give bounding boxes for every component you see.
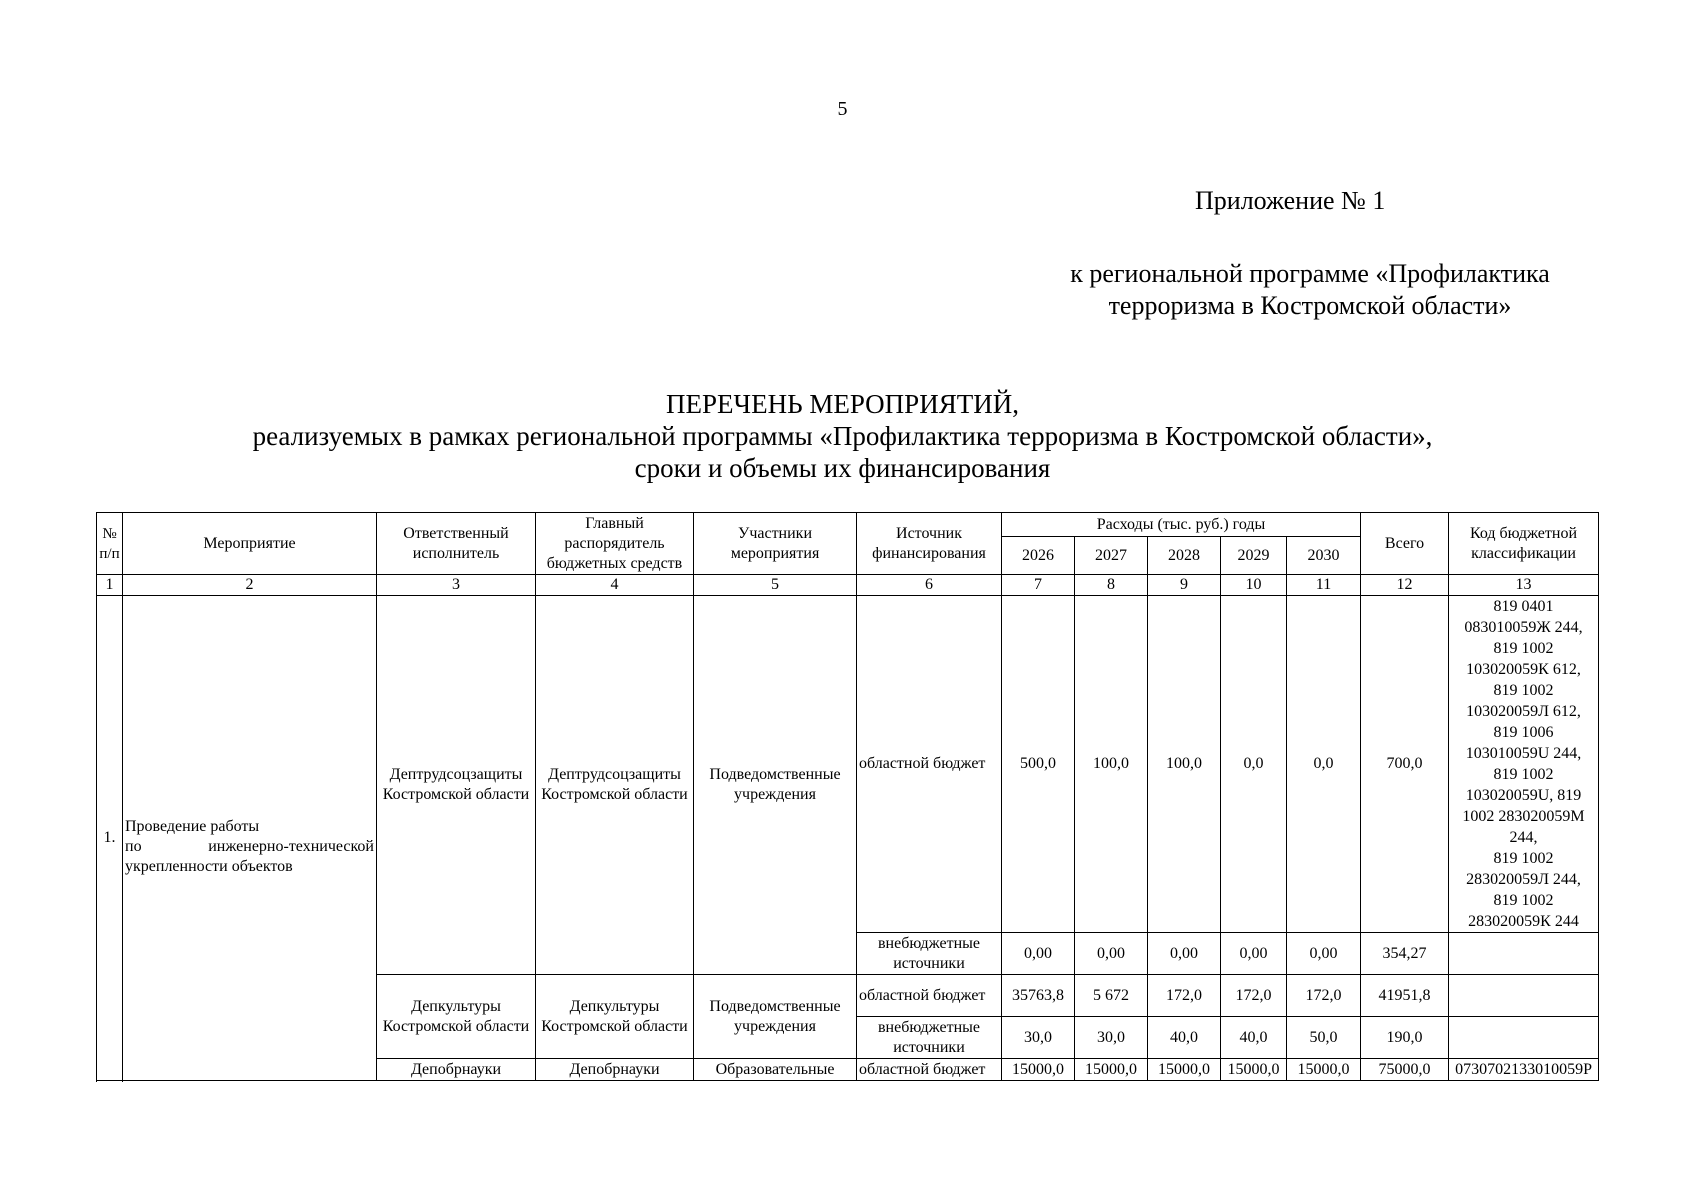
value-cell: 15000,0 — [1221, 1059, 1287, 1081]
value-cell: 0,00 — [1148, 933, 1221, 975]
total-cell: 354,27 — [1361, 933, 1449, 975]
executor-cell: Депкультуры Костромской области — [377, 975, 536, 1059]
kbk-line: 819 1002 — [1493, 766, 1554, 783]
event-name-line2-start: по — [125, 838, 142, 855]
measures-table — [96, 512, 1599, 1081]
column-number: 3 — [377, 575, 536, 596]
header-manager: Главный распорядитель бюджетных средств — [536, 513, 694, 575]
heading-line1: ПЕРЕЧЕНЬ МЕРОПРИЯТИЙ, — [666, 389, 1019, 419]
header-total: Всего — [1361, 513, 1449, 575]
column-number: 11 — [1287, 575, 1361, 596]
heading-line2: реализуемых в рамках региональной программы «Профилактика терроризма в Костромской области», — [252, 421, 1433, 451]
source-cell: внебюджетные источники — [857, 933, 1002, 975]
header-year: 2026 — [1002, 537, 1075, 575]
value-cell: 15000,0 — [1148, 1059, 1221, 1081]
header-expenses: Расходы (тыс. руб.) годы — [1002, 513, 1361, 537]
header-year: 2028 — [1148, 537, 1221, 575]
value-cell: 35763,8 — [1002, 975, 1075, 1017]
kbk-cell — [1449, 1017, 1599, 1059]
value-cell: 172,0 — [1287, 975, 1361, 1017]
value-cell: 40,0 — [1221, 1017, 1287, 1059]
kbk-line: 819 1002 — [1493, 640, 1554, 657]
executor-cell: Дептрудсоцзащиты Костромской области — [377, 596, 536, 975]
appendix-title: Приложение № 1 — [1195, 186, 1386, 215]
header-year: 2029 — [1221, 537, 1287, 575]
column-number: 5 — [694, 575, 857, 596]
header-participants: Участники мероприятия — [694, 513, 857, 575]
value-cell: 500,0 — [1002, 596, 1075, 933]
value-cell: 15000,0 — [1287, 1059, 1361, 1081]
source-cell: областной бюджет — [857, 596, 1002, 933]
event-name — [123, 596, 377, 1081]
kbk-line: 103020059U, 819 — [1465, 787, 1582, 804]
value-cell: 0,00 — [1287, 933, 1361, 975]
kbk-line: 819 1002 — [1493, 850, 1554, 867]
value-cell: 15000,0 — [1075, 1059, 1148, 1081]
manager-cell: Депкультуры Костромской области — [536, 975, 694, 1059]
column-numbers-row — [97, 575, 1599, 596]
total-cell: 190,0 — [1361, 1017, 1449, 1059]
column-number: 9 — [1148, 575, 1221, 596]
value-cell: 0,0 — [1221, 596, 1287, 933]
kbk-cell — [1449, 596, 1599, 933]
participants-cell: Образовательные — [694, 1059, 857, 1081]
value-cell: 0,00 — [1075, 933, 1148, 975]
source-cell: областной бюджет — [857, 975, 1002, 1017]
value-cell: 0,00 — [1002, 933, 1075, 975]
event-number: 1. — [97, 596, 123, 1081]
appendix-reference-line1: к региональной программе «Профилактика — [1070, 259, 1550, 288]
column-number: 1 — [97, 575, 123, 596]
source-cell: внебюджетные источники — [857, 1017, 1002, 1059]
kbk-line: 819 1002 — [1493, 892, 1554, 909]
table-header-row — [97, 513, 1599, 537]
column-number: 8 — [1075, 575, 1148, 596]
appendix-reference-line2: терроризма в Костромской области» — [1108, 291, 1512, 320]
kbk-line: 244, — [1509, 829, 1538, 846]
heading-line3: сроки и объемы их финансирования — [634, 453, 1051, 483]
value-cell: 100,0 — [1148, 596, 1221, 933]
kbk-cell — [1449, 933, 1599, 975]
column-number: 12 — [1361, 575, 1449, 596]
total-cell: 41951,8 — [1361, 975, 1449, 1017]
event-name-line1: Проведение работы — [125, 818, 260, 835]
value-cell: 5 672 — [1075, 975, 1148, 1017]
source-cell: областной бюджет — [857, 1059, 1002, 1081]
value-cell: 172,0 — [1148, 975, 1221, 1017]
appendix-reference — [1030, 258, 1590, 322]
kbk-cell: 0730702133010059Р — [1449, 1059, 1599, 1081]
kbk-line: 819 0401 — [1493, 598, 1554, 615]
total-cell: 75000,0 — [1361, 1059, 1449, 1081]
kbk-line: 819 1002 — [1493, 682, 1554, 699]
column-number: 6 — [857, 575, 1002, 596]
participants-cell: Подведомственные учреждения — [694, 596, 857, 975]
kbk-line: 103020059Л 612, — [1466, 703, 1581, 720]
document-heading — [0, 388, 1685, 484]
total-cell: 700,0 — [1361, 596, 1449, 933]
kbk-line: 083010059Ж 244, — [1464, 619, 1583, 636]
header-kbk: Код бюджетной классификации — [1449, 513, 1599, 575]
header-year: 2030 — [1287, 537, 1361, 575]
kbk-line: 103010059U 244, — [1465, 745, 1582, 762]
value-cell: 40,0 — [1148, 1017, 1221, 1059]
kbk-line: 283020059К 244 — [1468, 913, 1579, 930]
manager-cell: Дептрудсоцзащиты Костромской области — [536, 596, 694, 975]
header-source: Источник финансирования — [857, 513, 1002, 575]
event-name-line2-end: инженерно-технической — [208, 838, 374, 855]
page-number: 5 — [837, 98, 848, 120]
kbk-line: 1002 283020059М — [1462, 808, 1585, 825]
executor-cell: Депобрнауки — [377, 1059, 536, 1081]
column-number: 10 — [1221, 575, 1287, 596]
kbk-line: 283020059Л 244, — [1466, 871, 1581, 888]
kbk-line: 819 1006 — [1493, 724, 1554, 741]
value-cell: 100,0 — [1075, 596, 1148, 933]
header-event: Мероприятие — [123, 513, 377, 575]
kbk-cell — [1449, 975, 1599, 1017]
event-name-line2 — [125, 837, 374, 857]
value-cell: 30,0 — [1002, 1017, 1075, 1059]
value-cell: 30,0 — [1075, 1017, 1148, 1059]
event-name-line3: укрепленности объектов — [125, 858, 293, 875]
value-cell: 172,0 — [1221, 975, 1287, 1017]
value-cell: 50,0 — [1287, 1017, 1361, 1059]
value-cell: 15000,0 — [1002, 1059, 1075, 1081]
value-cell: 0,0 — [1287, 596, 1361, 933]
table-row — [97, 596, 1599, 933]
participants-cell: Подведомственные учреждения — [694, 975, 857, 1059]
column-number: 13 — [1449, 575, 1599, 596]
header-year: 2027 — [1075, 537, 1148, 575]
value-cell: 0,00 — [1221, 933, 1287, 975]
column-number: 7 — [1002, 575, 1075, 596]
header-executor: Ответственный исполнитель — [377, 513, 536, 575]
kbk-line: 103020059К 612, — [1466, 661, 1581, 678]
manager-cell: Депобрнауки — [536, 1059, 694, 1081]
column-number: 4 — [536, 575, 694, 596]
header-num: № п/п — [97, 513, 123, 575]
column-number: 2 — [123, 575, 377, 596]
